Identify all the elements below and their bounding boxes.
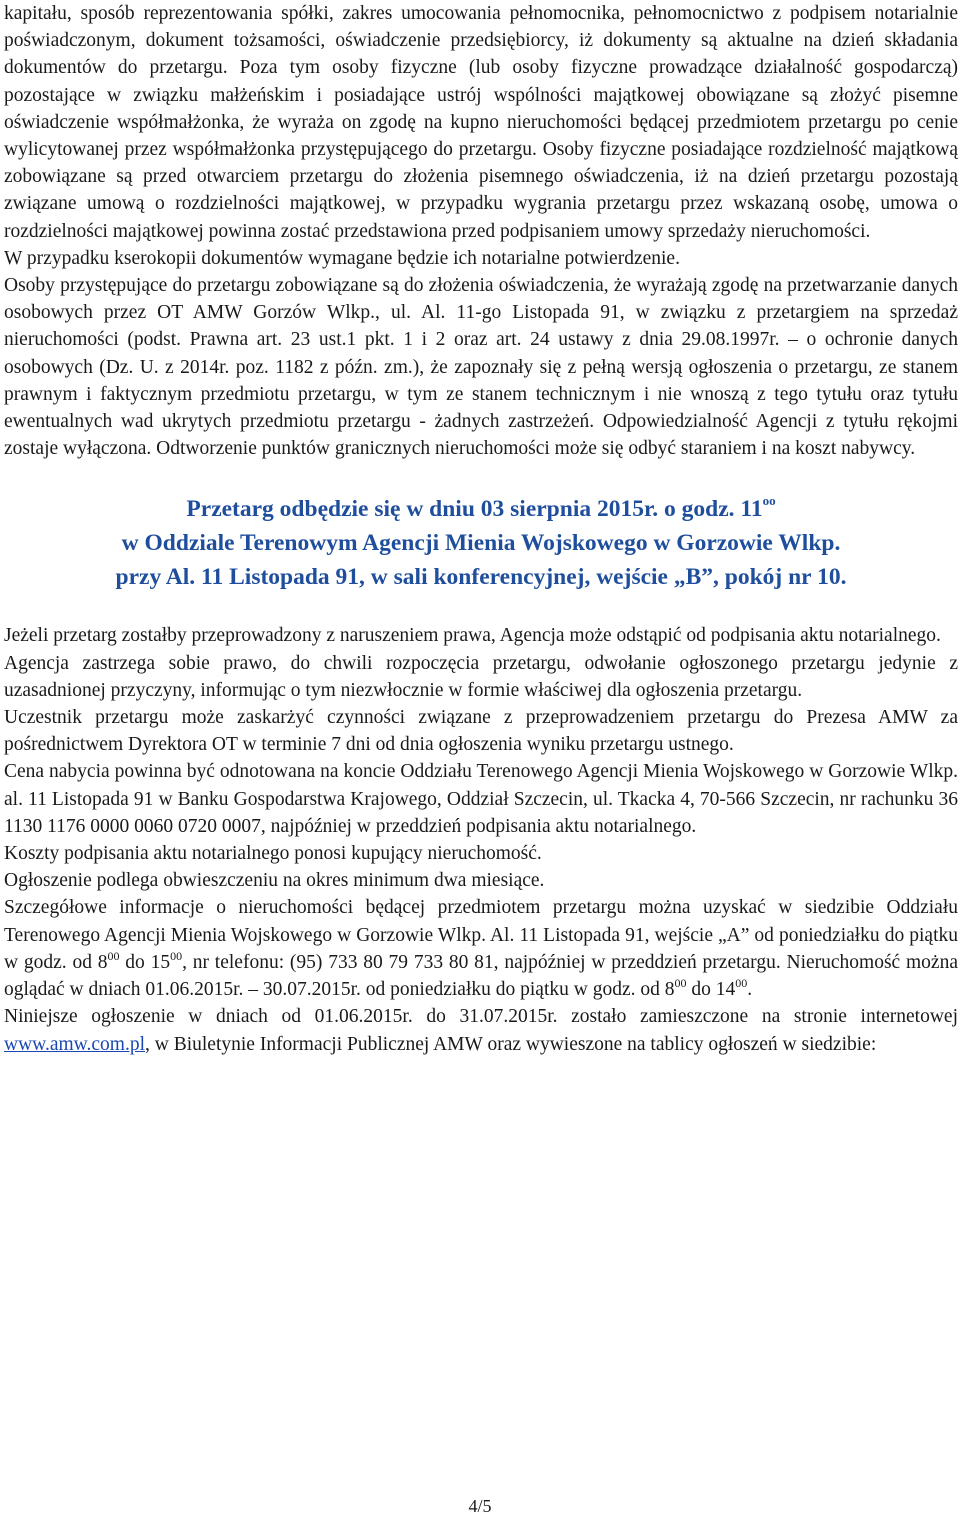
paragraph-information: Szczegółowe informacje o nieruchomości będącej przedmiotem przetargu można uzyskać w siedzibie Oddziału Terenowego Agencji Mienia Wojskowego w Gorzowie Wlkp. Al. 11 Listopada 91, wejście „A” od poniedziałku do piątku w godz. od $8^{00}$ do $15^{00}$, nr telefonu: (95) 733 80 79 733 80 81, najpóźniej w przeddzień przetargu. Nieruchomość można oglądać w dniach 01.06.2015r. – 30.07.2015r. od poniedziałku do piątku w godz. od $8^{00}$ do $14^{00}$.: [4, 897, 958, 1001]
headline-line-3: przy Al. 11 Listopada 91, w sali konferencyjnej, wejście „B”, pokój nr 10.: [115, 564, 847, 591]
document-page: [4, 0, 958, 1058]
paragraph-announcement-period: Ogłoszenie podlega obwieszczeniu na okres minimum dwa miesiące.: [4, 870, 545, 892]
page-number: 4/5: [468, 1496, 492, 1516]
paragraph-withdrawal: Jeżeli przetarg zostałby przeprowadzony z naruszeniem prawa, Agencja może odstąpić od podpisania aktu notarialnego.: [4, 625, 941, 647]
headline-line-1: Przetarg odbędzie się w dniu 03 sierpnia 2015r. o godz. $11^{oo}$: [186, 493, 776, 523]
headline-time-sup: oo: [762, 493, 776, 509]
paragraph-costs: Koszty podpisania aktu notarialnego ponosi kupujący nieruchomość.: [4, 843, 542, 865]
paragraph-payment: Cena nabycia powinna być odnotowana na koncie Oddziału Terenowego Agencji Mienia Wojskowego w Gorzowie Wlkp. al. 11 Listopada 91 w Banku Gospodarstwa Krajowego, Oddział Szczecin, ul. Tkacka 4, 70-566 Szczecin, nr rachunku 36 1130 1176 0000 0060 0720 0007, najpóźniej w przeddzień podpisania aktu notarialnego.: [4, 761, 958, 837]
paragraph-requirements: kapitału, sposób reprezentowania spółki, zakres umocowania pełnomocnika, pełnomocnictwo z podpisem notarialnie poświadczonym, dokument tożsamości, oświadczenie przedsiębiorcy, iż dokumenty są aktualne na dzień składania dokumentów do przetargu. Poza tym osoby fizyczne (lub osoby fizyczne prowadzące działalność gospodarczą) pozostające w związku małżeńskim i posiadające ustrój wspólności majątkowej obowiązane są złożyć pisemne oświadczenie współmałżonka, że wyraża on zgodę na kupno nieruchomości będącej przedmiotem przetargu po cenie wylicytowanej przez współmałżonka przystępującego do przetargu. Osoby fizyczne posiadające rozdzielność majątkową zobowiązane są przed otwarciem przetargu do złożenia pisemnego oświadczenia, iż na dzień przetargu pozostają związane umową o rozdzielności majątkowej, w przypadku wygrania przetargu przez wskazaną osobę, umowa o rozdzielności majątkowej powinna zostać przedstawiona przed podpisaniem umowy sprzedaży nieruchomości.: [4, 3, 958, 242]
paragraph-appeal: Uczestnik przetargu może zaskarżyć czynności związane z przeprowadzeniem przetargu do Prezesa AMW za pośrednictwem Dyrektora OT w terminie 7 dni od dnia ogłoszenia wyniku przetargu ustnego.: [4, 707, 958, 756]
auction-headline: [4, 492, 958, 594]
paragraph-cancellation: Agencja zastrzega sobie prawo, do chwili rozpoczęcia przetargu, odwołanie ogłoszonego przetargu jedynie z uzasadnionej przyczyny, informując o tym niezwłocznie w formie właściwej dla ogłoszenia przetargu.: [4, 652, 958, 701]
paragraph-data-consent: Osoby przystępujące do przetargu zobowiązane są do złożenia oświadczenia, że wyrażają zgodę na przetwarzanie danych osobowych przez OT AMW Gorzów Wlkp., ul. Al. 11-go Listopada 91, w związku z przetargiem na sprzedaż nieruchomości (podst. Prawna art. 23 ust.1 pkt. 1 i 2 oraz art. 24 ustawy z dnia 29.08.1997r. – o ochronie danych osobowych (Dz. U. z 2014r. poz. 1182 z późn. zm.), że zapoznały się z pełną wersją ogłoszenia o przetargu, ze stanem prawnym i faktycznym przedmiotu przetargu, w tym ze stanem technicznym i nie wnoszą z tego tytułu oraz tytułu ewentualnych wad ukrytych przedmiotu przetargu - żadnych zastrzeżeń. Odpowiedzialność Agencji z tytułu rękojmi zostaje wyłączona. Odtworzenie punktów granicznych nieruchomości może się odbyć staraniem i na koszt nabywcy.: [4, 275, 958, 460]
headline-line-2: w Oddziale Terenowym Agencji Mienia Wojskowego w Gorzowie Wlkp.: [121, 530, 841, 557]
paragraph-copies: W przypadku kserokopii dokumentów wymagane będzie ich notarialne potwierdzenie.: [4, 247, 680, 269]
website-link[interactable]: www.amw.com.pl: [4, 1033, 145, 1055]
paragraph-publication: Niniejsze ogłoszenie w dniach od 01.06.2015r. do 31.07.2015r. zostało zamieszczone na stronie internetowej www.amw.com.pl, w Biuletynie Informacji Publicznej AMW oraz wywieszone na tablicy ogłoszeń w siedzibie:: [4, 1006, 958, 1055]
